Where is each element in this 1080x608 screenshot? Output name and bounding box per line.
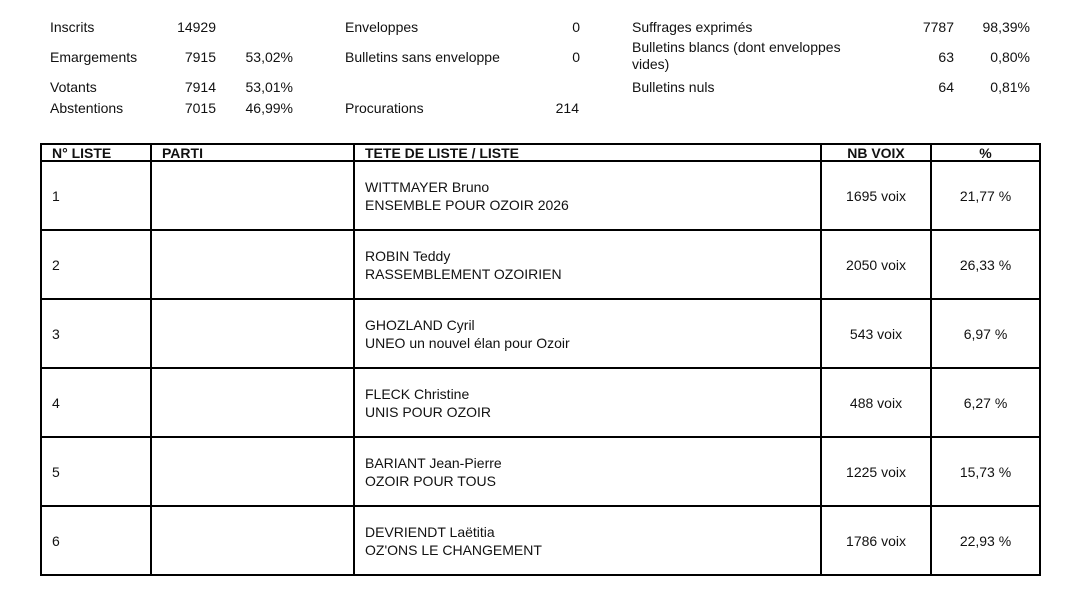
results-table [40,143,1041,576]
list-name: UNIS POUR OZOIR [365,403,492,420]
table-row [41,230,1040,299]
table-row [41,437,1040,506]
cell-parti [151,506,354,575]
cell-parti [151,230,354,299]
emargements-value: 7915 [184,49,216,65]
procurations-label: Procurations [345,100,424,116]
suffrages-exprimes-value: 7787 [922,19,954,35]
inscrits-value: 14929 [177,19,216,35]
emargements-label: Emargements [50,49,138,65]
cell-parti [151,368,354,437]
header-num-liste: N° LISTE [41,144,151,161]
bulletins-sans-enveloppe-label: Bulletins sans enveloppe [345,49,500,65]
table-row [41,299,1040,368]
list-name: OZ'ONS LE CHANGEMENT [365,541,542,558]
table-header-row [41,144,1040,161]
cell-pct: 6,27 % [931,368,1040,437]
header-parti: PARTI [151,144,354,161]
list-name: OZOIR POUR TOUS [365,472,496,489]
enveloppes-label: Enveloppes [345,19,419,35]
cell-tete [354,368,821,437]
votants-pct: 53,01% [245,79,293,95]
votants-value: 7914 [184,79,216,95]
procurations-value: 214 [555,100,579,116]
head-of-list: WITTMAYER Bruno [365,178,490,195]
list-name: ENSEMBLE POUR OZOIR 2026 [365,196,569,213]
cell-voix: 1695 voix [821,161,931,230]
cell-tete [354,299,821,368]
table-row [41,368,1040,437]
header-pct: % [931,144,1040,161]
cell-tete [354,437,821,506]
cell-voix: 1786 voix [821,506,931,575]
cell-parti [151,299,354,368]
cell-tete [354,230,821,299]
list-name: UNEO un nouvel élan pour Ozoir [365,334,570,351]
table-row [41,161,1040,230]
cell-tete [354,506,821,575]
cell-voix: 2050 voix [821,230,931,299]
bulletins-nuls-value: 64 [938,79,954,95]
abstentions-label: Abstentions [50,100,124,116]
cell-num: 5 [41,437,151,506]
cell-parti [151,437,354,506]
cell-num: 4 [41,368,151,437]
abstentions-pct: 46,99% [245,100,293,116]
cell-voix: 488 voix [821,368,931,437]
head-of-list: FLECK Christine [365,385,470,402]
emargements-pct: 53,02% [245,49,293,65]
cell-num: 1 [41,161,151,230]
suffrages-exprimes-pct: 98,39% [982,19,1030,35]
cell-voix: 543 voix [821,299,931,368]
enveloppes-value: 0 [572,19,580,35]
head-of-list: ROBIN Teddy [365,247,451,264]
cell-pct: 6,97 % [931,299,1040,368]
head-of-list: GHOZLAND Cyril [365,316,475,333]
bulletins-nuls-label: Bulletins nuls [632,79,715,95]
head-of-list: BARIANT Jean-Pierre [365,454,502,471]
bulletins-blancs-value: 63 [938,49,954,65]
cell-num: 2 [41,230,151,299]
header-tete-de-liste: TETE DE LISTE / LISTE [354,144,821,161]
bulletins-blancs-pct: 0,80% [990,49,1030,65]
cell-num: 3 [41,299,151,368]
abstentions-value: 7015 [184,100,216,116]
bulletins-nuls-pct: 0,81% [990,79,1030,95]
cell-pct: 21,77 % [931,161,1040,230]
cell-voix: 1225 voix [821,437,931,506]
bulletins-blancs-label: Bulletins blancs (dont enveloppes vides) [632,39,841,72]
votants-label: Votants [50,79,97,95]
cell-pct: 15,73 % [931,437,1040,506]
list-name: RASSEMBLEMENT OZOIRIEN [365,265,562,282]
table-row [41,506,1040,575]
bulletins-sans-enveloppe-value: 0 [572,49,580,65]
header-nb-voix: NB VOIX [821,144,931,161]
cell-num: 6 [41,506,151,575]
suffrages-exprimes-label: Suffrages exprimés [632,19,753,35]
cell-pct: 26,33 % [931,230,1040,299]
inscrits-label: Inscrits [50,19,95,35]
head-of-list: DEVRIENDT Laëtitia [365,523,495,540]
cell-pct: 22,93 % [931,506,1040,575]
cell-parti [151,161,354,230]
cell-tete [354,161,821,230]
